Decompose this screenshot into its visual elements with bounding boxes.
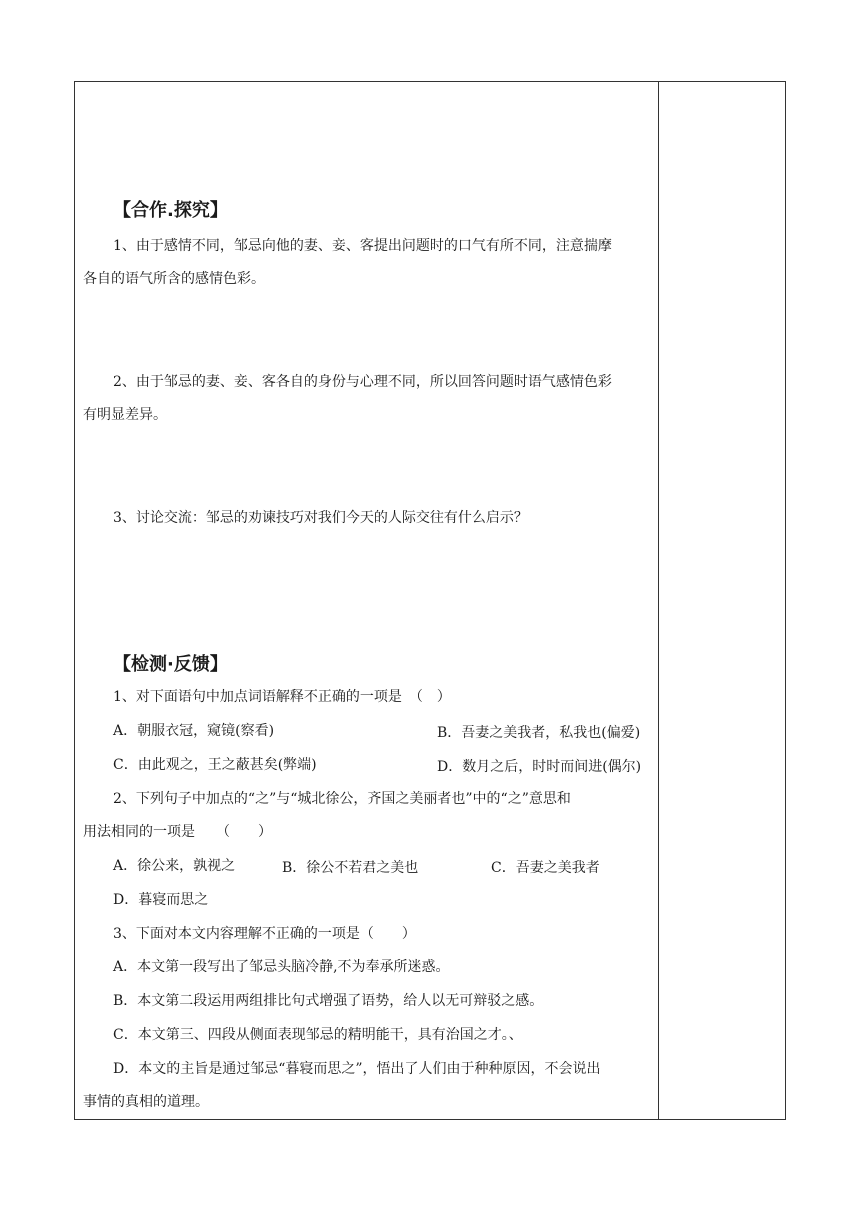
question-text: 3、讨论交流：邹忌的劝谏技巧对我们今天的人际交往有什么启示？ bbox=[113, 510, 528, 526]
section-heading-cooperation: 【合作.探究】 bbox=[113, 200, 228, 221]
option-b: B．徐公不若君之美也 bbox=[282, 860, 419, 876]
option-d-continued: 事情的真相的道理。 bbox=[83, 1094, 209, 1110]
section-heading-feedback: 【检测·反馈】 bbox=[113, 654, 228, 675]
option-a: A．本文第一段写出了邹忌头脑冷静,不为奉承所迷惑。 bbox=[113, 959, 450, 975]
option-a: A．朝服衣冠，窥镜(察看) bbox=[113, 723, 275, 739]
option-b: B．吾妻之美我者，私我也(偏爱) bbox=[437, 725, 641, 741]
question-text: 1、由于感情不同，邹忌向他的妻、妾、客提出问题时的口气有所不同，注意揣摩 bbox=[113, 238, 612, 254]
question-stem: 2、下列句子中加点的“之”与“城北徐公，齐国之美丽者也”中的“之”意思和 bbox=[113, 791, 571, 807]
option-d: D．本文的主旨是通过邹忌“暮寝而思之”，悟出了人们由于种种原因，不会说出 bbox=[113, 1061, 601, 1077]
option-c: C．由此观之，王之蔽甚矣(弊端) bbox=[113, 757, 317, 773]
option-d: D．暮寝而思之 bbox=[113, 892, 209, 908]
question-stem: 3、下面对本文内容理解不正确的一项是（ ） bbox=[113, 926, 416, 942]
question-stem: 1、对下面语句中加点词语解释不正确的一项是 （ ） bbox=[113, 689, 451, 705]
option-b: B．本文第二段运用两组排比句式增强了语势，给人以无可辩驳之感。 bbox=[113, 993, 544, 1009]
question-text: 各自的语气所含的感情色彩。 bbox=[83, 271, 265, 287]
worksheet-table bbox=[74, 81, 786, 1120]
option-c: C．本文第三、四段从侧面表现邹忌的精明能干，具有治国之才。、 bbox=[113, 1027, 523, 1043]
question-stem: 用法相同的一项是 （ ） bbox=[83, 824, 272, 840]
notes-cell bbox=[659, 82, 785, 1119]
question-text: 2、由于邹忌的妻、妾、客各自的身份与心理不同，所以回答问题时语气感情色彩 bbox=[113, 374, 612, 390]
option-d: D．数月之后，时时而间进(偶尔) bbox=[437, 759, 642, 775]
question-text: 有明显差异。 bbox=[83, 407, 167, 423]
option-c: C．吾妻之美我者 bbox=[491, 860, 600, 876]
option-a: A．徐公来，孰视之 bbox=[113, 858, 236, 874]
